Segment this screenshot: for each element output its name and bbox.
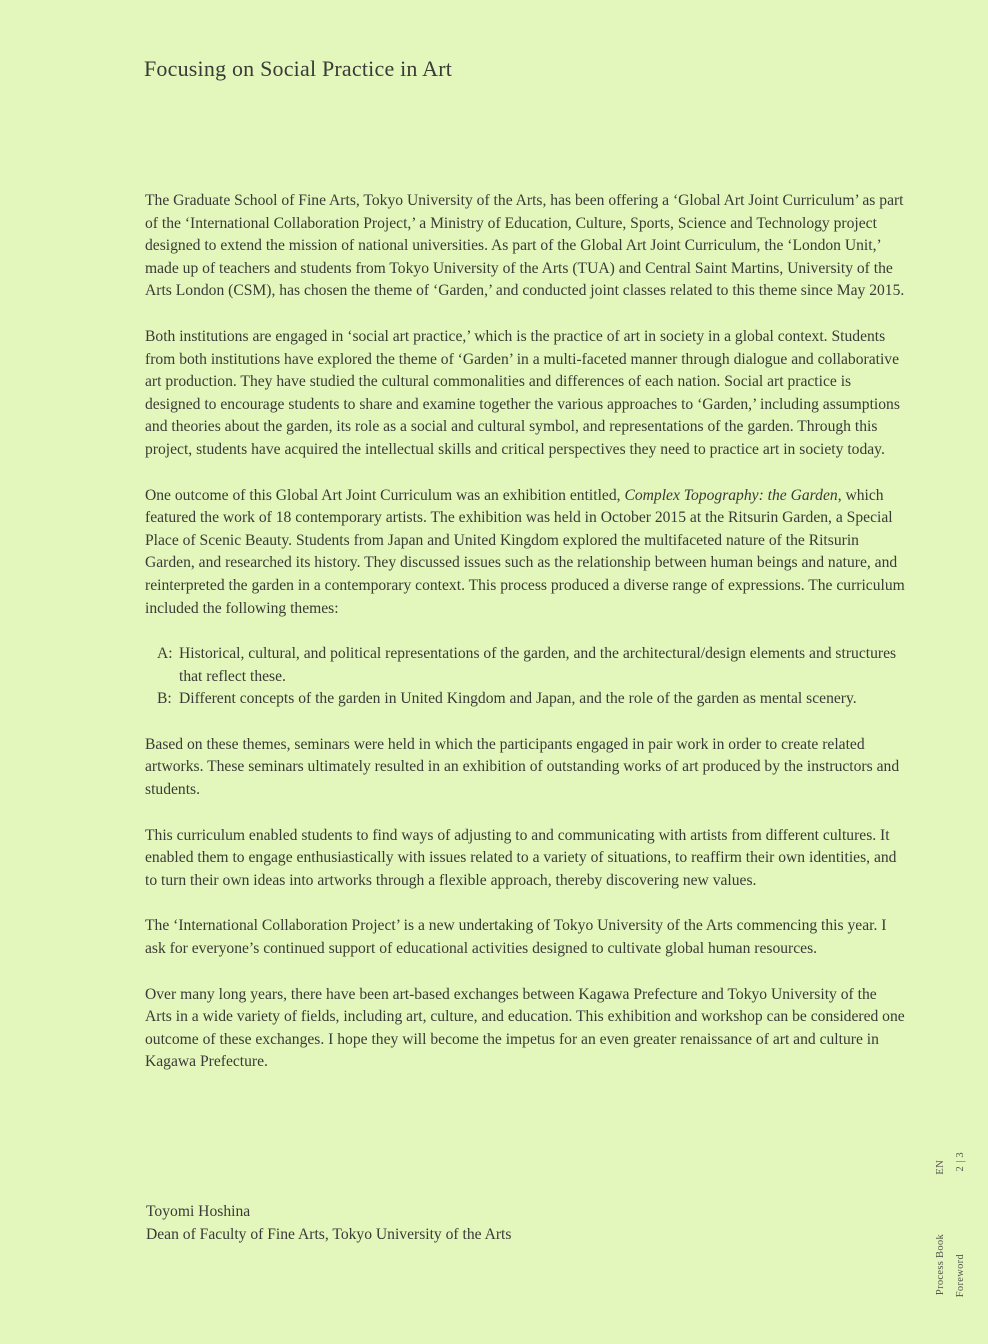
theme-text: Different concepts of the garden in United Kingdom and Japan, and the role of the garden as mental scenery.	[179, 690, 857, 708]
theme-text: Historical, cultural, and political representations of the garden, and the architectural/design elements and structures that reflect these.	[179, 645, 897, 685]
paragraph-5: This curriculum enabled students to find ways of adjusting to and communicating with artists from different cultures. It enabled them to engage enthusiastically with issues related to a variety of situations, to reaffirm their own identities, and to turn their own ideas into artworks through a flexible approach, thereby discovering new values.	[145, 826, 897, 889]
paragraph-3-intro: One outcome of this Global Art Joint Curriculum was an exhibition entitled,	[145, 486, 625, 504]
paragraph-6: The ‘International Collaboration Project’ is a new undertaking of Tokyo University of the Arts commencing this year. I ask for everyone’s continued support of educational activities designed to cultivate global human resources.	[145, 917, 887, 958]
page-separator: |	[955, 1160, 966, 1163]
paragraph-4: Based on these themes, seminars were held in which the participants engaged in pair work in order to create related artworks. These seminars ultimately resulted in an exhibition of outstanding works of art produced by the instructors and students.	[145, 735, 900, 799]
paragraph-3-rest: , which featured the work of 18 contemporary artists. The exhibition was held in October 2015 at the Ritsurin Garden, a Special Place of Scenic Beauty. Students from Japan and United Kingdom explored the multifaceted nature of the Ritsurin Garden, and researched its history. They discussed issues such as the relationship between human beings and nature, and reinterpreted the garden in a contemporary context. This process produced a diverse range of expressions. The curriculum included the following themes:	[145, 486, 905, 617]
signature-role: Dean of Faculty of Fine Arts, Tokyo University of the Arts	[146, 1226, 512, 1243]
paragraph-2: Both institutions are engaged in ‘social art practice,’ which is the practice of art in society in a global context. Students from both institutions have explored the theme of ‘Garden’ in a multi-faceted manner through dialogue and collaborative art production. They have studied the cultural commonalities and differences of each nation. Social art practice is designed to encourage students to share and examine together the various approaches to ‘Garden,’ including assumptions and theories about the garden, its role as a social and cultural symbol, and representations of the garden. Through this project, students have acquired the intellectual skills and critical perspectives they need to practice art in society today.	[145, 327, 900, 458]
page-total: 3	[955, 1152, 966, 1158]
exhibition-title: Complex Topography: the Garden	[624, 486, 838, 504]
themes-list	[145, 643, 905, 711]
theme-marker: A:	[157, 645, 173, 663]
theme-marker: B:	[157, 690, 172, 708]
page-number	[955, 1152, 966, 1172]
language-label: EN	[935, 1160, 946, 1175]
signature	[146, 1200, 511, 1246]
theme-item-b	[157, 688, 905, 711]
paragraph-7: Over many long years, there have been art-based exchanges between Kagawa Prefecture and Tokyo University of the Arts in a wide variety of fields, including art, culture, and education. This exhibition and workshop can be considered one outcome of these exchanges. I hope they will become the impetus for an even greater renaissance of art and culture in Kagawa Prefecture.	[145, 985, 905, 1071]
theme-item-a	[157, 643, 905, 688]
section-label: Foreword	[955, 1254, 966, 1298]
body-text	[145, 190, 905, 1097]
signature-name: Toyomi Hoshina	[146, 1203, 251, 1220]
book-label: Process Book	[935, 1234, 946, 1296]
page-title: Focusing on Social Practice in Art	[144, 56, 453, 81]
page-current: 2	[955, 1165, 966, 1172]
paragraph-1: The Graduate School of Fine Arts, Tokyo University of the Arts, has been offering a ‘Global Art Joint Curriculum’ as part of the ‘International Collaboration Project,’ a Ministry of Education, Culture, Sports, Science and Technology project designed to extend the mission of national universities. As part of the Global Art Joint Curriculum, the ‘London Unit,’ made up of teachers and students from Tokyo University of the Arts (TUA) and Central Saint Martins, University of the Arts London (CSM), has chosen the theme of ‘Garden,’ and conducted joint classes related to this theme since May 2015.	[145, 192, 905, 300]
paragraph-3	[145, 485, 905, 621]
